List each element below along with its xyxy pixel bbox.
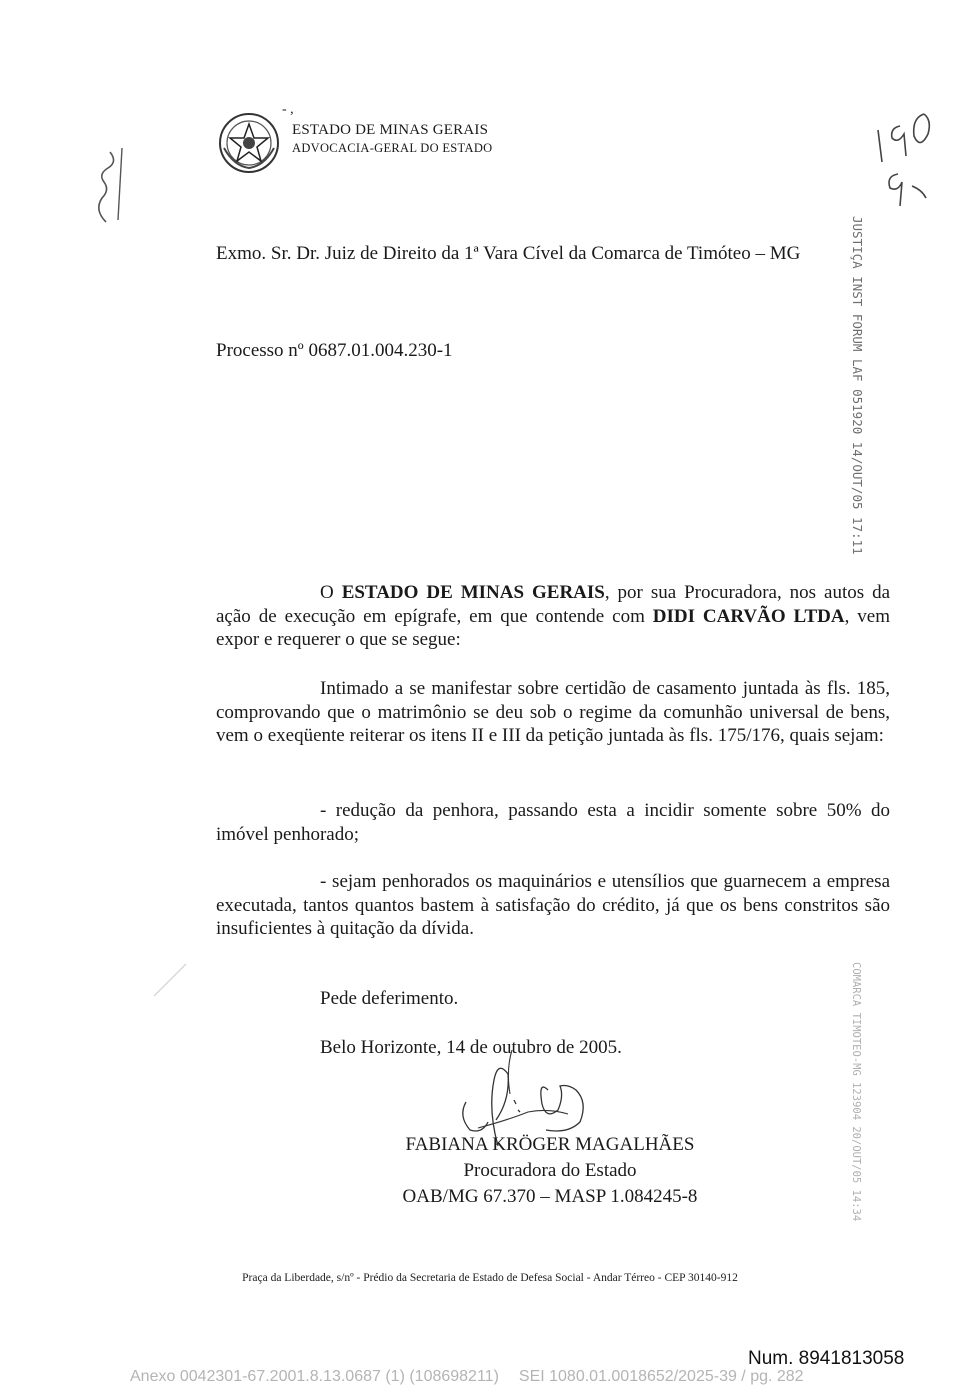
protocol-stamp [848,212,868,572]
document-number: Num. 8941813058 [748,1348,905,1369]
annex-reference: Anexo 0042301-67.2001.8.13.0687 (1) (108698211) [130,1368,499,1385]
paragraph-intimation: Intimado a se manifestar sobre certidão de casamento juntada às fls. 185, comprovando que o matrimônio se deu sob o regime da comunhão universal de bens, vem o exeqüente reiterar os itens II e III da petição juntada às fls. 175/176, quais sejam: [216,678,890,746]
recipient-line: Exmo. Sr. Dr. Juiz de Direito da 1ª Vara Cível da Comarca de Timóteo – MG [216,243,801,264]
place-and-date: Belo Horizonte, 14 de outubro de 2005. [320,1037,622,1058]
intro-text-2: , por sua Procuradora, nos autos da ação de execução em epígrafe, em que contende com [216,582,891,627]
intro-text-1: O [320,582,342,603]
annex-line [130,1368,824,1386]
process-number: Processo nº 0687.01.004.230-1 [216,340,453,361]
signature-block [380,1132,720,1210]
party-opponent-name: DIDI CARVÃO LTDA [652,605,845,627]
comarca-stamp [848,960,868,1260]
signer-name: FABIANA KRÖGER MAGALHÃES [405,1134,695,1155]
closing-request: Pede deferimento. [320,988,459,1009]
handwritten-initials-left [78,138,138,228]
comarca-stamp-text: COMARCA TIMOTEO-MG 123904 20/OUT/05 14:34 [850,962,862,1222]
footer-address: Praça da Liberdade, s/nº - Prédio da Secretaria de Estado de Defesa Social - Andar Térreo - CEP 30140-912 [242,1272,738,1284]
signer-title: Procuradora do Estado [463,1160,637,1181]
party-state-name: ESTADO DE MINAS GERAIS [341,582,605,603]
request-item-2: - sejam penhorados os maquinários e utensílios que guarnecem a empresa executada, tantos quantos bastem à satisfação do crédito, já que os bens constritos são insuficientes à quitação da dívida. [216,871,890,939]
sei-reference: SEI 1080.01.0018652/2025-39 / pg. 282 [518,1368,804,1385]
scan-mark: - , [282,102,294,117]
scan-artifact-line [150,960,190,1000]
intro-text-3: , vem expor e requerer o que se segue: [216,605,890,650]
handwritten-page-number [868,100,938,210]
header-state-name: ESTADO DE MINAS GERAIS [292,122,489,138]
protocol-stamp-text: JUSTIÇA INST FORUM LAF 051920 14/OUT/05 17:11 [850,216,865,555]
request-item-1: - redução da penhora, passando esta a incidir somente sobre 50% do imóvel penhorado; [216,800,890,845]
paragraph-intro [216,581,890,652]
coat-of-arms-icon [216,112,282,174]
header-agency: ADVOCACIA-GERAL DO ESTADO [292,141,493,155]
signer-registration: OAB/MG 67.370 – MASP 1.084245-8 [402,1186,698,1207]
